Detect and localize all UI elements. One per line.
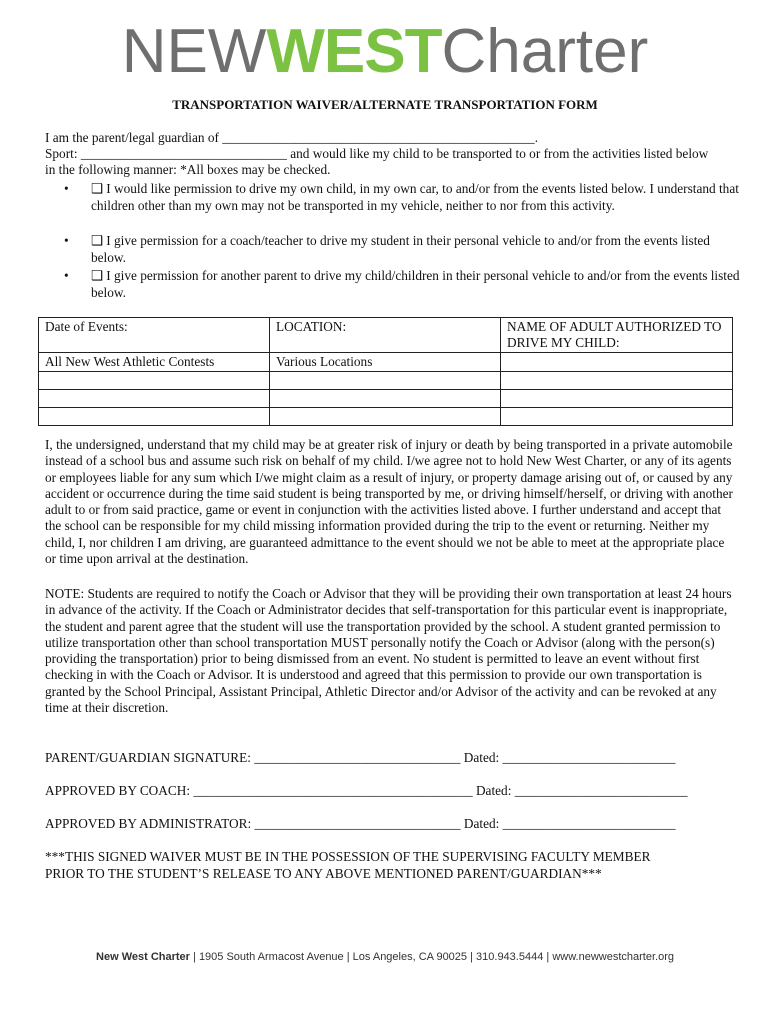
- table-row: [39, 353, 733, 372]
- bullet-1: •: [64, 181, 69, 196]
- header-authorized-adult: NAME OF ADULT AUTHORIZED TO DRIVE MY CHILD:: [501, 318, 733, 353]
- cell-location[interactable]: [270, 408, 501, 426]
- guardian-line: I am the parent/legal guardian of _______________________________________________.: [45, 130, 539, 145]
- footer-address: 1905 South Armacost Avenue: [198, 951, 344, 963]
- cell-date[interactable]: [39, 390, 270, 408]
- page-footer: [0, 951, 770, 963]
- cell-adult[interactable]: [501, 372, 733, 390]
- footer-separator: |: [343, 951, 353, 963]
- waiver-notice-line-1: ***THIS SIGNED WAIVER MUST BE IN THE POSSESSION OF THE SUPERVISING FACULTY MEMBER: [45, 849, 651, 864]
- cell-location: Various Locations: [270, 353, 501, 372]
- coach-approval-line[interactable]: APPROVED BY COACH: __________________________________________ Dated: __________________________: [45, 783, 688, 798]
- option-own-car: ❑ I would like permission to drive my own child, in my own car, to and/or from the events listed below. I understand that children other than my own may not be transported in my vehicle, neither to nor from this activity.: [91, 181, 739, 213]
- footer-school-name: New West Charter: [96, 951, 190, 963]
- cell-adult[interactable]: [501, 353, 733, 372]
- cell-location[interactable]: [270, 390, 501, 408]
- header-location: LOCATION:: [270, 318, 501, 353]
- footer-separator: |: [467, 951, 477, 963]
- cell-date: All New West Athletic Contests: [39, 353, 270, 372]
- table-row: [39, 408, 733, 426]
- cell-adult[interactable]: [501, 390, 733, 408]
- option-coach-driver: ❑ I give permission for a coach/teacher to drive my student in their personal vehicle to and/or from the events listed below.: [91, 233, 710, 265]
- cell-date[interactable]: [39, 408, 270, 426]
- footer-website[interactable]: www.newwestcharter.org: [552, 951, 674, 963]
- cell-location[interactable]: [270, 372, 501, 390]
- footer-separator: |: [189, 951, 199, 963]
- footer-city: Los Angeles, CA 90025: [352, 951, 468, 963]
- form-title: TRANSPORTATION WAIVER/ALTERNATE TRANSPORTATION FORM: [172, 97, 598, 112]
- bullet-2: •: [64, 233, 69, 248]
- note-paragraph: NOTE: Students are required to notify the Coach or Advisor that they will be providing their own transportation at least 24 hours in advance of the activity. If the Coach or Administrator decides that self-transportation for this particular event is inappropriate, the student and parent agree that the student will use the transportation provided by the school. A student granted permission to utilize transportation other than school transportation MUST personally notify the Coach or Advisor (along with the person(s) providing the transportation) prior to being dismissed from an event. No student is permitted to leave an event without first checking in with the Coach or Advisor. It is understood and agreed that this permission to provide our own transportation is granted by the School Principal, Assistant Principal, Athletic Director and/or Advisor of the activity and can be revoked at any time at their discretion.: [45, 586, 732, 716]
- cell-adult[interactable]: [501, 408, 733, 426]
- logo-text-charter: Charter: [441, 17, 649, 86]
- waiver-notice-line-2: PRIOR TO THE STUDENT’S RELEASE TO ANY ABOVE MENTIONED PARENT/GUARDIAN***: [45, 866, 602, 881]
- bullet-3: •: [64, 268, 69, 283]
- logo-text-west: WEST: [266, 17, 442, 86]
- table-row: [39, 390, 733, 408]
- liability-paragraph: I, the undersigned, understand that my child may be at greater risk of injury or death by being transported in a private automobile instead of a school bus and assume such risk on behalf of my child. I/we agree not to hold New West Charter, or any of its agents or employees liable for any sum which I/we might claim as a result of injury, or property damage arising out of, or caused by any accident or occurrence during the time said student is being transported by me, or driving himself/herself, or driving with another adult to or from said practice, game or event in conjunction with the activities listed above. I further understand and accept that the school can be responsible for my child missing information provided during the trip to the event or returning. Neither my child, I, nor children I am driving, are guaranteed admittance to the event should we not be able to meet at the appropriate place or time upon arrival at the destination.: [45, 437, 733, 567]
- school-logo: [0, 16, 770, 88]
- header-date: Date of Events:: [39, 318, 270, 353]
- option-other-parent: ❑ I give permission for another parent to drive my child/children in their personal vehicle to and/or from the events listed below.: [91, 268, 740, 300]
- logo-text-new: NEW: [121, 17, 267, 86]
- parent-signature-line[interactable]: PARENT/GUARDIAN SIGNATURE: _______________________________ Dated: __________________________: [45, 750, 676, 765]
- administrator-approval-line[interactable]: APPROVED BY ADMINISTRATOR: _______________________________ Dated: __________________________: [45, 816, 676, 831]
- footer-phone: 310.943.5444: [476, 951, 544, 963]
- events-table: [38, 317, 733, 426]
- manner-line: in the following manner: *All boxes may be checked.: [45, 162, 331, 177]
- cell-date[interactable]: [39, 372, 270, 390]
- table-row: [39, 372, 733, 390]
- footer-separator: |: [543, 951, 553, 963]
- sport-line: Sport: _______________________________ and would like my child to be transported to or from the activities listed below: [45, 146, 709, 161]
- table-header-row: [39, 318, 733, 353]
